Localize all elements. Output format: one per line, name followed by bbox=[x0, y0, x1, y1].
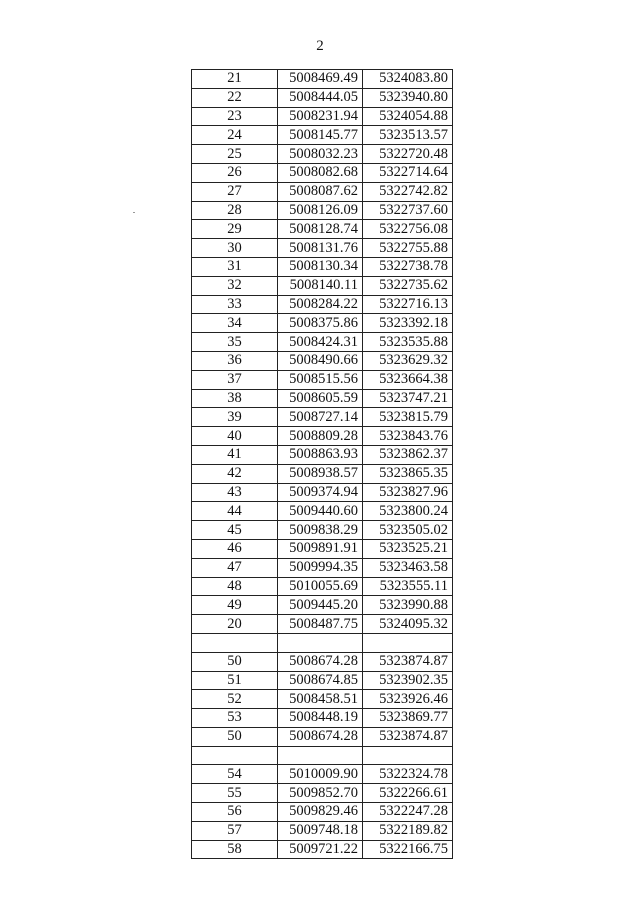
x-coordinate-cell: 5009994.35 bbox=[278, 558, 363, 577]
table-row bbox=[192, 239, 453, 258]
x-coordinate-cell: 5008727.14 bbox=[278, 408, 363, 427]
x-coordinate-cell: 5009891.91 bbox=[278, 539, 363, 558]
x-coordinate-cell: 5009748.18 bbox=[278, 821, 363, 840]
table-row bbox=[192, 596, 453, 615]
point-number-cell: 53 bbox=[192, 709, 278, 728]
y-coordinate-cell: 5323505.02 bbox=[363, 521, 453, 540]
x-coordinate-cell: 5008674.85 bbox=[278, 671, 363, 690]
point-number-cell: 57 bbox=[192, 821, 278, 840]
x-coordinate-cell: 5008231.94 bbox=[278, 107, 363, 126]
table-row bbox=[192, 765, 453, 784]
y-coordinate-cell: 5323926.46 bbox=[363, 690, 453, 709]
x-coordinate-cell: 5008938.57 bbox=[278, 464, 363, 483]
x-coordinate-cell: 5009445.20 bbox=[278, 596, 363, 615]
y-coordinate-cell: 5323629.32 bbox=[363, 351, 453, 370]
x-coordinate-cell: 5008082.68 bbox=[278, 163, 363, 182]
point-number-cell: 45 bbox=[192, 521, 278, 540]
x-coordinate-cell: 5008448.19 bbox=[278, 709, 363, 728]
y-coordinate-cell: 5324095.32 bbox=[363, 615, 453, 634]
y-coordinate-cell: 5322324.78 bbox=[363, 765, 453, 784]
y-coordinate-cell: 5323747.21 bbox=[363, 389, 453, 408]
y-coordinate-cell: 5322742.82 bbox=[363, 182, 453, 201]
point-number-cell: 23 bbox=[192, 107, 278, 126]
point-number-cell: 31 bbox=[192, 257, 278, 276]
x-coordinate-cell: 5009721.22 bbox=[278, 840, 363, 859]
x-coordinate-cell: 5010055.69 bbox=[278, 577, 363, 596]
x-coordinate-cell: 5008458.51 bbox=[278, 690, 363, 709]
y-coordinate-cell: 5323865.35 bbox=[363, 464, 453, 483]
x-coordinate-cell: 5009374.94 bbox=[278, 483, 363, 502]
table-row bbox=[192, 70, 453, 89]
y-coordinate-cell: 5323815.79 bbox=[363, 408, 453, 427]
x-coordinate-cell: 5008284.22 bbox=[278, 295, 363, 314]
table-row bbox=[192, 652, 453, 671]
x-coordinate-cell: 5009852.70 bbox=[278, 784, 363, 803]
table-row bbox=[192, 88, 453, 107]
table-row bbox=[192, 803, 453, 822]
y-coordinate-cell: 5323555.11 bbox=[363, 577, 453, 596]
y-coordinate-cell bbox=[363, 746, 453, 765]
table-row bbox=[192, 577, 453, 596]
table-row bbox=[192, 709, 453, 728]
point-number-cell: 32 bbox=[192, 276, 278, 295]
table-row bbox=[192, 276, 453, 295]
point-number-cell: 56 bbox=[192, 803, 278, 822]
y-coordinate-cell: 5323800.24 bbox=[363, 502, 453, 521]
x-coordinate-cell: 5008424.31 bbox=[278, 333, 363, 352]
table-row bbox=[192, 295, 453, 314]
point-number-cell: 43 bbox=[192, 483, 278, 502]
point-number-cell: 30 bbox=[192, 239, 278, 258]
point-number-cell: 39 bbox=[192, 408, 278, 427]
y-coordinate-cell: 5322755.88 bbox=[363, 239, 453, 258]
table-row bbox=[192, 521, 453, 540]
coordinates-table-body bbox=[192, 70, 453, 859]
y-coordinate-cell: 5323940.80 bbox=[363, 88, 453, 107]
y-coordinate-cell: 5323827.96 bbox=[363, 483, 453, 502]
y-coordinate-cell: 5322737.60 bbox=[363, 201, 453, 220]
point-number-cell: 52 bbox=[192, 690, 278, 709]
x-coordinate-cell: 5008444.05 bbox=[278, 88, 363, 107]
x-coordinate-cell: 5008128.74 bbox=[278, 220, 363, 239]
y-coordinate-cell: 5323874.87 bbox=[363, 652, 453, 671]
table-row bbox=[192, 145, 453, 164]
point-number-cell: 40 bbox=[192, 427, 278, 446]
table-row bbox=[192, 201, 453, 220]
x-coordinate-cell: 5009440.60 bbox=[278, 502, 363, 521]
point-number-cell: 25 bbox=[192, 145, 278, 164]
x-coordinate-cell: 5008605.59 bbox=[278, 389, 363, 408]
y-coordinate-cell: 5322735.62 bbox=[363, 276, 453, 295]
x-coordinate-cell: 5008131.76 bbox=[278, 239, 363, 258]
table-row bbox=[192, 163, 453, 182]
point-number-cell: 36 bbox=[192, 351, 278, 370]
table-row bbox=[192, 220, 453, 239]
table-row bbox=[192, 182, 453, 201]
table-spacer-row bbox=[192, 746, 453, 765]
x-coordinate-cell: 5008809.28 bbox=[278, 427, 363, 446]
point-number-cell: 37 bbox=[192, 370, 278, 389]
point-number-cell: 54 bbox=[192, 765, 278, 784]
page-number: 2 bbox=[316, 38, 324, 54]
point-number-cell: 48 bbox=[192, 577, 278, 596]
coordinates-table bbox=[191, 69, 453, 859]
y-coordinate-cell: 5324054.88 bbox=[363, 107, 453, 126]
point-number-cell: 46 bbox=[192, 539, 278, 558]
x-coordinate-cell: 5008375.86 bbox=[278, 314, 363, 333]
x-coordinate-cell bbox=[278, 746, 363, 765]
y-coordinate-cell: 5322266.61 bbox=[363, 784, 453, 803]
y-coordinate-cell: 5322714.64 bbox=[363, 163, 453, 182]
x-coordinate-cell: 5008863.93 bbox=[278, 445, 363, 464]
point-number-cell: 29 bbox=[192, 220, 278, 239]
x-coordinate-cell: 5008487.75 bbox=[278, 615, 363, 634]
table-row bbox=[192, 389, 453, 408]
x-coordinate-cell: 5008469.49 bbox=[278, 70, 363, 89]
x-coordinate-cell: 5008674.28 bbox=[278, 652, 363, 671]
table-row bbox=[192, 314, 453, 333]
table-row bbox=[192, 333, 453, 352]
point-number-cell: 55 bbox=[192, 784, 278, 803]
table-row bbox=[192, 840, 453, 859]
y-coordinate-cell: 5323535.88 bbox=[363, 333, 453, 352]
y-coordinate-cell: 5322166.75 bbox=[363, 840, 453, 859]
y-coordinate-cell: 5323664.38 bbox=[363, 370, 453, 389]
point-number-cell: 38 bbox=[192, 389, 278, 408]
y-coordinate-cell: 5323843.76 bbox=[363, 427, 453, 446]
x-coordinate-cell: 5008087.62 bbox=[278, 182, 363, 201]
table-row bbox=[192, 464, 453, 483]
table-row bbox=[192, 502, 453, 521]
point-number-cell: 50 bbox=[192, 652, 278, 671]
table-row bbox=[192, 727, 453, 746]
y-coordinate-cell: 5324083.80 bbox=[363, 70, 453, 89]
point-number-cell: 33 bbox=[192, 295, 278, 314]
y-coordinate-cell: 5322189.82 bbox=[363, 821, 453, 840]
point-number-cell: 34 bbox=[192, 314, 278, 333]
point-number-cell: 26 bbox=[192, 163, 278, 182]
x-coordinate-cell bbox=[278, 633, 363, 652]
table-row bbox=[192, 126, 453, 145]
table-row bbox=[192, 615, 453, 634]
x-coordinate-cell: 5009829.46 bbox=[278, 803, 363, 822]
point-number-cell bbox=[192, 633, 278, 652]
y-coordinate-cell: 5322720.48 bbox=[363, 145, 453, 164]
x-coordinate-cell: 5008515.56 bbox=[278, 370, 363, 389]
table-row bbox=[192, 690, 453, 709]
point-number-cell: 50 bbox=[192, 727, 278, 746]
point-number-cell: 49 bbox=[192, 596, 278, 615]
y-coordinate-cell bbox=[363, 633, 453, 652]
y-coordinate-cell: 5323392.18 bbox=[363, 314, 453, 333]
point-number-cell: 58 bbox=[192, 840, 278, 859]
y-coordinate-cell: 5323874.87 bbox=[363, 727, 453, 746]
y-coordinate-cell: 5323862.37 bbox=[363, 445, 453, 464]
y-coordinate-cell: 5323990.88 bbox=[363, 596, 453, 615]
point-number-cell: 27 bbox=[192, 182, 278, 201]
table-row bbox=[192, 351, 453, 370]
x-coordinate-cell: 5008032.23 bbox=[278, 145, 363, 164]
y-coordinate-cell: 5322756.08 bbox=[363, 220, 453, 239]
table-row bbox=[192, 558, 453, 577]
point-number-cell: 44 bbox=[192, 502, 278, 521]
table-row bbox=[192, 408, 453, 427]
table-row bbox=[192, 370, 453, 389]
x-coordinate-cell: 5008140.11 bbox=[278, 276, 363, 295]
y-coordinate-cell: 5323869.77 bbox=[363, 709, 453, 728]
point-number-cell bbox=[192, 746, 278, 765]
table-row bbox=[192, 445, 453, 464]
table-row bbox=[192, 427, 453, 446]
table-row bbox=[192, 671, 453, 690]
table-row bbox=[192, 784, 453, 803]
x-coordinate-cell: 5009838.29 bbox=[278, 521, 363, 540]
table-row bbox=[192, 539, 453, 558]
x-coordinate-cell: 5008674.28 bbox=[278, 727, 363, 746]
y-coordinate-cell: 5322247.28 bbox=[363, 803, 453, 822]
table-row bbox=[192, 821, 453, 840]
x-coordinate-cell: 5010009.90 bbox=[278, 765, 363, 784]
x-coordinate-cell: 5008130.34 bbox=[278, 257, 363, 276]
x-coordinate-cell: 5008145.77 bbox=[278, 126, 363, 145]
x-coordinate-cell: 5008490.66 bbox=[278, 351, 363, 370]
point-number-cell: 41 bbox=[192, 445, 278, 464]
table-spacer-row bbox=[192, 633, 453, 652]
point-number-cell: 35 bbox=[192, 333, 278, 352]
point-number-cell: 51 bbox=[192, 671, 278, 690]
y-coordinate-cell: 5322738.78 bbox=[363, 257, 453, 276]
y-coordinate-cell: 5323513.57 bbox=[363, 126, 453, 145]
point-number-cell: 28 bbox=[192, 201, 278, 220]
table-row bbox=[192, 483, 453, 502]
table-row bbox=[192, 257, 453, 276]
point-number-cell: 20 bbox=[192, 615, 278, 634]
scan-speck bbox=[133, 212, 135, 213]
x-coordinate-cell: 5008126.09 bbox=[278, 201, 363, 220]
y-coordinate-cell: 5322716.13 bbox=[363, 295, 453, 314]
point-number-cell: 47 bbox=[192, 558, 278, 577]
point-number-cell: 22 bbox=[192, 88, 278, 107]
y-coordinate-cell: 5323902.35 bbox=[363, 671, 453, 690]
y-coordinate-cell: 5323463.58 bbox=[363, 558, 453, 577]
table-row bbox=[192, 107, 453, 126]
point-number-cell: 21 bbox=[192, 70, 278, 89]
point-number-cell: 42 bbox=[192, 464, 278, 483]
point-number-cell: 24 bbox=[192, 126, 278, 145]
y-coordinate-cell: 5323525.21 bbox=[363, 539, 453, 558]
